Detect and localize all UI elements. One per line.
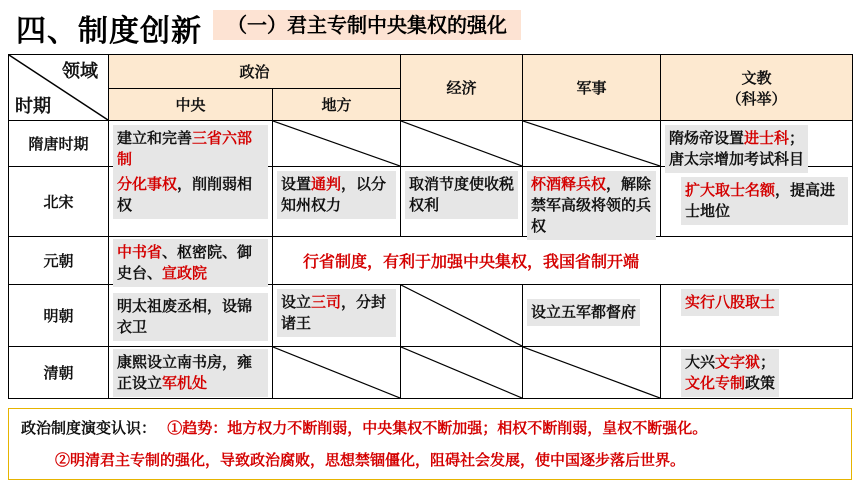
text-qing-culture-a1: 大兴 — [685, 353, 716, 371]
summary-label: 政治制度演变认识： — [21, 419, 157, 437]
text-yuan-central-c: 宣政院 — [162, 264, 208, 282]
summary-box — [8, 408, 852, 480]
table-row-beisong — [9, 167, 853, 237]
cell-qing-military-empty — [523, 347, 661, 399]
text-qing-culture-a2: 文字狱 — [715, 353, 761, 371]
cell-suitang-military-empty — [523, 121, 661, 167]
header-domain-label: 领域 — [62, 61, 98, 82]
cell-ming-economy-empty — [401, 285, 523, 347]
header-culture — [661, 55, 853, 121]
period-beisong: 北宋 — [9, 167, 109, 237]
text-yuan-central-a: 中书省 — [117, 243, 163, 261]
cell-yuan-central — [109, 237, 273, 285]
text-suitang-culture-b: 唐太宗增加考试科目 — [669, 150, 805, 168]
cell-ming-local — [273, 285, 401, 347]
text-qing-culture-a3: ； — [760, 353, 776, 371]
section-subtitle: （一）君主专制中央集权的强化 — [213, 10, 521, 40]
cell-yuan-span — [273, 237, 853, 285]
header-military: 军事 — [523, 55, 661, 121]
cell-ming-culture — [661, 285, 853, 347]
text-ming-local-a: 设立 — [281, 293, 312, 311]
text-qing-central-b: 军机处 — [162, 374, 208, 392]
text-suitang-culture-a1: 隋炀帝设置 — [669, 129, 745, 147]
header-central: 中央 — [109, 89, 273, 121]
text-qing-central-a: 康熙设立南书房，雍正设立 — [117, 353, 253, 392]
cell-suitang-central — [109, 121, 273, 167]
cell-beisong-economy — [401, 167, 523, 237]
header-local: 地方 — [273, 89, 401, 121]
period-qing: 清朝 — [9, 347, 109, 399]
table-row-ming — [9, 285, 853, 347]
summary-line-1 — [21, 417, 707, 438]
text-qing-culture-b2: 政策 — [745, 374, 776, 392]
period-yuan: 元朝 — [9, 237, 109, 285]
cell-beisong-culture — [661, 167, 853, 237]
text-ming-culture: 实行八股取士 — [681, 289, 779, 316]
text-beisong-central-a: 分化事权 — [117, 175, 178, 193]
text-ming-local-c: ，分封诸王 — [281, 293, 387, 332]
title-row — [8, 4, 852, 49]
page-title: 四、制度创新 — [16, 14, 202, 49]
cell-qing-economy-empty — [401, 347, 523, 399]
text-beisong-local-b: 通判 — [311, 175, 342, 193]
cell-suitang-culture — [661, 121, 853, 167]
text-beisong-local-a: 设置 — [281, 175, 312, 193]
header-culture-label: 文教 — [741, 68, 772, 87]
header-economy: 经济 — [401, 55, 523, 121]
text-beisong-military-a: 杯酒释兵权 — [531, 175, 607, 193]
text-beisong-culture-a: 扩大取士名额 — [685, 181, 776, 199]
text-suitang-culture-a3: ； — [789, 129, 805, 147]
text-suitang-central-b: 三省六部制 — [117, 129, 253, 168]
text-beisong-local-c: ，以分知州权力 — [281, 175, 387, 214]
institution-table — [8, 54, 853, 399]
cell-suitang-economy-empty — [401, 121, 523, 167]
text-yuan-central-b: 、枢密院、御史台、 — [117, 243, 253, 282]
text-ming-local-b: 三司 — [311, 293, 342, 311]
table-row-suitang — [9, 121, 853, 167]
cell-qing-local-empty — [273, 347, 401, 399]
cell-qing-culture — [661, 347, 853, 399]
cell-ming-military — [523, 285, 661, 347]
header-period-label: 时期 — [15, 96, 51, 117]
text-suitang-central-a: 建立和完善 — [117, 129, 193, 147]
text-ming-military: 设立五军都督府 — [527, 299, 640, 326]
summary-point-2: ②明清君主专制的强化，导致政治腐败，思想禁锢僵化，阻碍社会发展，使中国逐步落后世界。 — [55, 451, 686, 469]
text-ming-central: 明太祖废丞相，设锦衣卫 — [113, 293, 268, 341]
text-yuan-span: 行省制度，有利于加强中央集权，我国省制开端 — [303, 252, 640, 271]
text-beisong-culture-b: ，提高进士地位 — [685, 181, 836, 220]
cell-suitang-local-empty — [273, 121, 401, 167]
cell-qing-central — [109, 347, 273, 399]
period-ming: 明朝 — [9, 285, 109, 347]
header-corner-cell — [9, 55, 109, 121]
table-row-yuan — [9, 237, 853, 285]
summary-point-1: ①趋势：地方权力不断削弱，中央集权不断加强；相权不断削弱，皇权不断强化。 — [167, 419, 708, 437]
text-qing-culture-b1: 文化专制 — [685, 374, 746, 392]
text-suitang-culture-a2: 进士科 — [744, 129, 790, 147]
cell-beisong-local — [273, 167, 401, 237]
period-suitang: 隋唐时期 — [9, 121, 109, 167]
text-beisong-central-b: ，削削弱相权 — [117, 175, 253, 214]
cell-beisong-military — [523, 167, 661, 237]
cell-ming-central — [109, 285, 273, 347]
text-beisong-economy: 取消节度使收税权利 — [405, 171, 518, 219]
cell-beisong-central — [109, 167, 273, 237]
header-politics: 政治 — [109, 55, 401, 89]
table-row-qing — [9, 347, 853, 399]
header-culture-sub: （科举） — [726, 89, 787, 108]
text-beisong-military-b: ，解除禁军高级将领的兵权 — [531, 175, 652, 235]
